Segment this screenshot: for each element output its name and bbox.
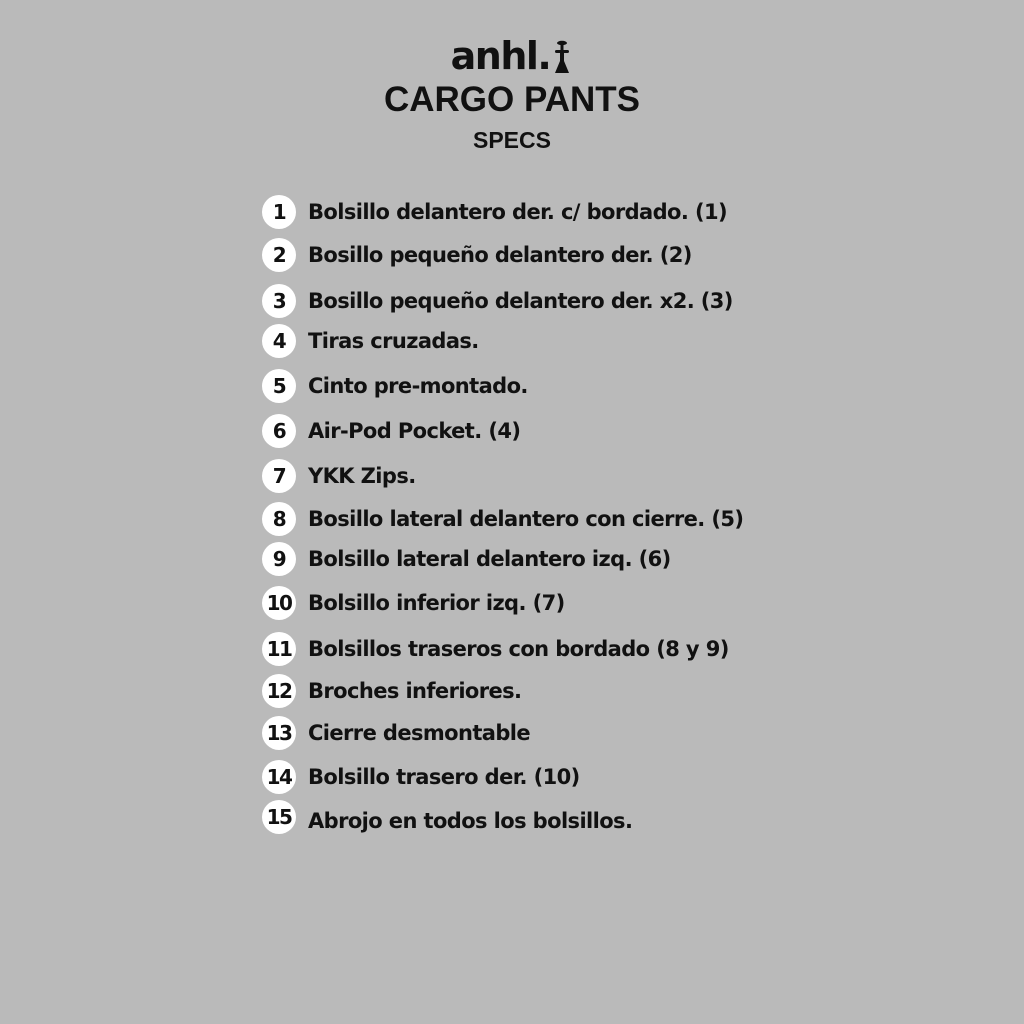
spec-number-badge: 11 bbox=[262, 632, 296, 666]
spec-label: Cinto pre-montado. bbox=[308, 374, 528, 398]
spec-label: Tiras cruzadas. bbox=[308, 329, 479, 353]
spec-item bbox=[262, 324, 479, 358]
spec-number-badge: 3 bbox=[262, 284, 296, 318]
spec-item bbox=[262, 369, 528, 403]
brand-name: anhl. bbox=[450, 34, 551, 78]
spec-number-badge: 1 bbox=[262, 195, 296, 229]
spec-item bbox=[262, 632, 729, 666]
spec-item bbox=[262, 760, 580, 794]
spec-number-badge: 7 bbox=[262, 459, 296, 493]
spec-label: Bosillo pequeño delantero der. x2. (3) bbox=[308, 289, 733, 313]
spec-number-badge: 13 bbox=[262, 716, 296, 750]
spec-number-badge: 8 bbox=[262, 502, 296, 536]
spec-item bbox=[262, 586, 565, 620]
spec-label: Bosillo pequeño delantero der. (2) bbox=[308, 243, 692, 267]
page-title: CARGO PANTS bbox=[383, 80, 641, 119]
spec-label: YKK Zips. bbox=[308, 464, 416, 488]
spec-item bbox=[262, 716, 530, 750]
spec-number-badge: 12 bbox=[262, 674, 296, 708]
spec-item bbox=[262, 459, 416, 493]
spec-number-badge: 15 bbox=[262, 800, 296, 834]
spec-item bbox=[262, 414, 520, 448]
spec-item bbox=[262, 284, 733, 318]
spec-label: Bolsillos traseros con bordado (8 y 9) bbox=[308, 637, 729, 661]
spec-item bbox=[262, 674, 521, 708]
spec-label: Broches inferiores. bbox=[308, 679, 522, 703]
spec-label: Air-Pod Pocket. (4) bbox=[308, 419, 521, 443]
spec-item bbox=[262, 800, 632, 834]
spec-item bbox=[262, 195, 727, 229]
spec-label: Cierre desmontable bbox=[308, 721, 531, 745]
spec-item bbox=[262, 542, 671, 576]
spec-item bbox=[262, 238, 692, 272]
spec-item bbox=[262, 502, 743, 536]
page-subtitle: SPECS bbox=[473, 127, 551, 153]
spec-label: Bolsillo lateral delantero izq. (6) bbox=[308, 547, 671, 571]
spec-number-badge: 2 bbox=[262, 238, 296, 272]
spec-number-badge: 6 bbox=[262, 414, 296, 448]
spec-number-badge: 5 bbox=[262, 369, 296, 403]
spec-label: Bolsillo inferior izq. (7) bbox=[308, 591, 565, 615]
spec-label: Bolsillo delantero der. c/ bordado. (1) bbox=[308, 200, 727, 224]
spec-number-badge: 4 bbox=[262, 324, 296, 358]
spec-number-badge: 14 bbox=[262, 760, 296, 794]
spec-number-badge: 10 bbox=[262, 586, 296, 620]
spec-number-badge: 9 bbox=[262, 542, 296, 576]
spec-label: Bolsillo trasero der. (10) bbox=[308, 765, 580, 789]
spec-label: Bosillo lateral delantero con cierre. (5) bbox=[308, 507, 744, 531]
spec-label: Abrojo en todos los bolsillos. bbox=[308, 809, 633, 833]
